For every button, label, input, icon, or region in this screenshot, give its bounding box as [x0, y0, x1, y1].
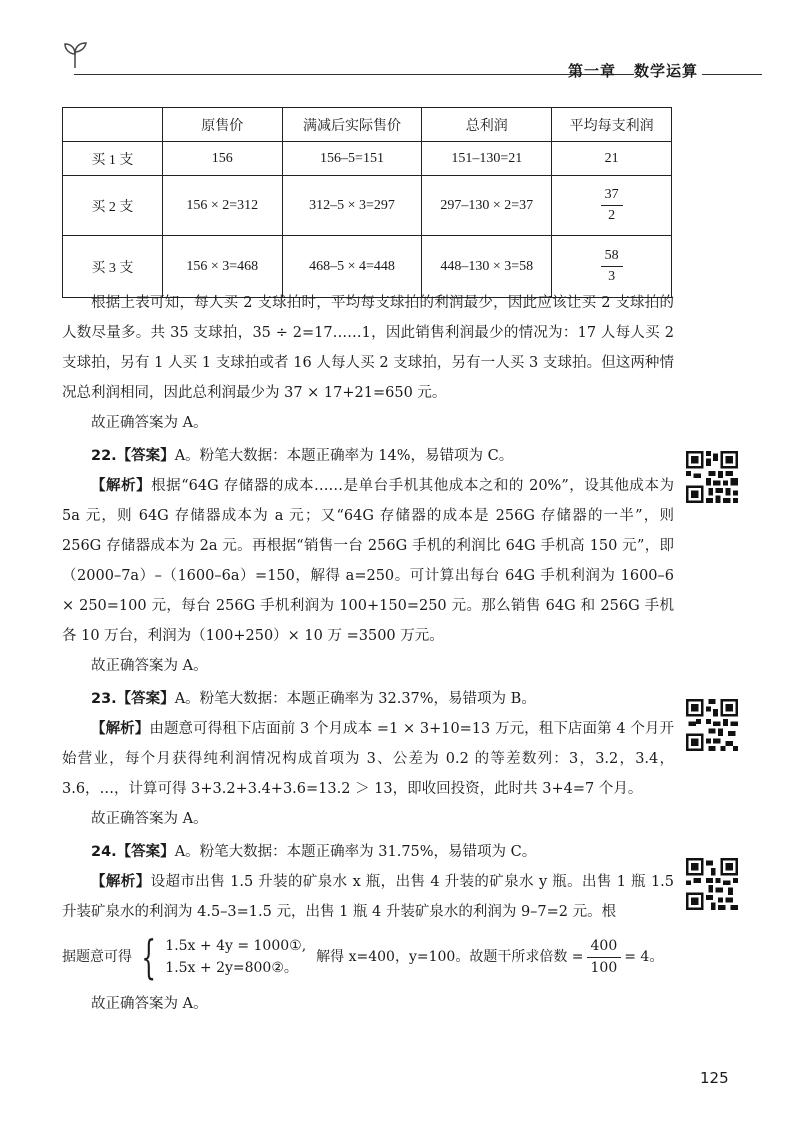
fraction-numerator: 400: [587, 938, 622, 957]
q22-explanation-label: 【解析】: [91, 478, 152, 494]
brace-symbol: {: [141, 930, 156, 984]
header-rule-right: [702, 74, 762, 75]
fraction-denominator: 3: [608, 269, 616, 284]
table-header-cell: 满减后实际售价: [282, 108, 422, 142]
qr-code-icon[interactable]: [686, 858, 738, 910]
table-header-cell: [63, 108, 163, 142]
page-header: [62, 40, 762, 80]
row-label: 买 2 支: [63, 176, 163, 236]
fraction-denominator: 100: [590, 959, 618, 976]
page-number: 125: [700, 1069, 729, 1087]
q24-answer-text: A。粉笔大数据：本题正确率为 31.75%，易错项为 C。: [174, 844, 537, 860]
header-rule-left: [74, 74, 634, 75]
fraction-numerator: 58: [601, 248, 623, 267]
chapter-title: 数学运算: [633, 62, 698, 80]
actual-price-cell: 312–5 × 3=297: [282, 176, 422, 236]
q24-explanation-text: 设超市出售 1.5 升装的矿泉水 x 瓶，出售 4 升装的矿泉水 y 瓶。出售 1 瓶 1.5 升装矿泉水的利润为 4.5–3=1.5 元，出售 1 瓶 4 升装矿泉水的利润为 9–7=2 元。根: [62, 874, 675, 920]
table-row: [63, 142, 672, 176]
qr-code-icon[interactable]: [686, 451, 738, 503]
q23-explanation-text: 由题意可得租下店面前 3 个月成本 =1 × 3+10=13 万元，租下店面第 4 个月开始营业，每个月获得纯利润情况构成首项为 3、公差为 0.2 的等差数列：3，3.2，3.4，3.6，…，计算可得 3+3.2+3.4+3.6=13.2 ＞ 13，即收回投资，此时共 3+4=7 个月。: [62, 721, 674, 797]
table-header-cell: 原售价: [162, 108, 282, 142]
actual-price-cell: 156–5=151: [282, 142, 422, 176]
row-label: 买 3 支: [63, 236, 163, 298]
price-cell: 156: [162, 142, 282, 176]
q24-answer-label: 24.【答案】: [91, 844, 175, 860]
answer-line: 故正确答案为 A。: [91, 415, 208, 431]
q23-answer-label: 23.【答案】: [91, 691, 175, 707]
q23-explanation: [62, 714, 674, 804]
fraction-numerator: 37: [601, 187, 623, 206]
q23-answer: [62, 684, 674, 714]
fraction-denominator: 2: [608, 208, 616, 223]
q23-conclusion: 故正确答案为 A。: [91, 811, 208, 827]
page-body: [62, 288, 674, 1019]
q22-explanation-text: 根据“64G 存储器的成本……是单台手机其他成本之和的 20%”，设其他成本为 5a 元，则 64G 存储器成本为 a 元；又“64G 存储器的成本是 256G 存储器的一半”，则 256G 存储器成本为 2a 元。再根据“销售一台 256G 手机的利润比 64G 手机高 150 元”，即（2000–7a）–（1600–6a）=150，解得 a=250。可计算出每台 64G 手机利润为 1600–6 × 250=100 元，每台 256G 手机利润为 100+150=250 元。那么销售 64G 和 256G 手机各 10 万台，利润为（100+250）× 10 万 =3500 万元。: [62, 478, 674, 644]
equation-2: 1.5x + 2y=800②。: [165, 960, 298, 976]
table-header-cell: 总利润: [422, 108, 552, 142]
q22-explanation: [62, 471, 674, 651]
profit-cell: 297–130 × 2=37: [422, 176, 552, 236]
q22-answer-text: A。粉笔大数据：本题正确率为 14%，易错项为 C。: [174, 448, 514, 464]
equation-lines: [165, 935, 306, 979]
q23-answer-text: A。粉笔大数据：本题正确率为 32.37%，易错项为 B。: [174, 691, 536, 707]
chapter-heading: [568, 60, 698, 81]
table-row: [63, 176, 672, 236]
q22-answer: [62, 441, 674, 471]
equation-result: 解得 x=400，y=100。故题干所求倍数 =: [316, 949, 584, 965]
q23-explanation-label: 【解析】: [91, 721, 150, 737]
q22-answer-label: 22.【答案】: [91, 448, 175, 464]
q24-explanation-label: 【解析】: [91, 874, 151, 890]
profit-table: [62, 107, 672, 298]
equation-prefix: 据题意可得: [62, 949, 132, 965]
q22-conclusion: 故正确答案为 A。: [91, 658, 208, 674]
price-cell: 156 × 2=312: [162, 176, 282, 236]
chapter-label: 第一章: [567, 62, 616, 80]
equation-1: 1.5x + 4y = 1000①,: [165, 938, 307, 954]
q24-explanation: [62, 867, 674, 927]
analysis-paragraph: 根据上表可知，每人买 2 支球拍时，平均每支球拍的利润最少，因此应该让买 2 支球拍的人数尽量多。共 35 支球拍，35 ÷ 2=17……1，因此销售利润最少的情况为：17 人每人买 2 支球拍，另有 1 人买 1 支球拍或者 16 人每人买 2 支球拍，另有一人买 3 支球拍。但这两种情况总利润相同，因此总利润最少为 37 × 17+21=650 元。: [62, 295, 674, 401]
actual-price-cell: 468–5 × 4=448: [282, 236, 422, 298]
avg-profit-fraction: [601, 248, 623, 285]
ratio-fraction: [587, 938, 622, 975]
sprout-icon: [62, 40, 90, 70]
table-header-row: [63, 108, 672, 142]
qr-code-icon[interactable]: [686, 699, 738, 751]
row-label: 买 1 支: [63, 142, 163, 176]
fraction-result: = 4。: [624, 949, 664, 965]
q24-answer: [62, 837, 674, 867]
avg-profit-cell: 21: [552, 142, 672, 176]
table-header-cell: 平均每支利润: [552, 108, 672, 142]
price-cell: 156 × 3=468: [162, 236, 282, 298]
equation-system: [62, 930, 674, 984]
avg-profit-cell: [552, 176, 672, 236]
profit-cell: 448–130 × 3=58: [422, 236, 552, 298]
profit-cell: 151–130=21: [422, 142, 552, 176]
q24-conclusion: 故正确答案为 A。: [91, 996, 208, 1012]
avg-profit-fraction: [601, 187, 623, 224]
